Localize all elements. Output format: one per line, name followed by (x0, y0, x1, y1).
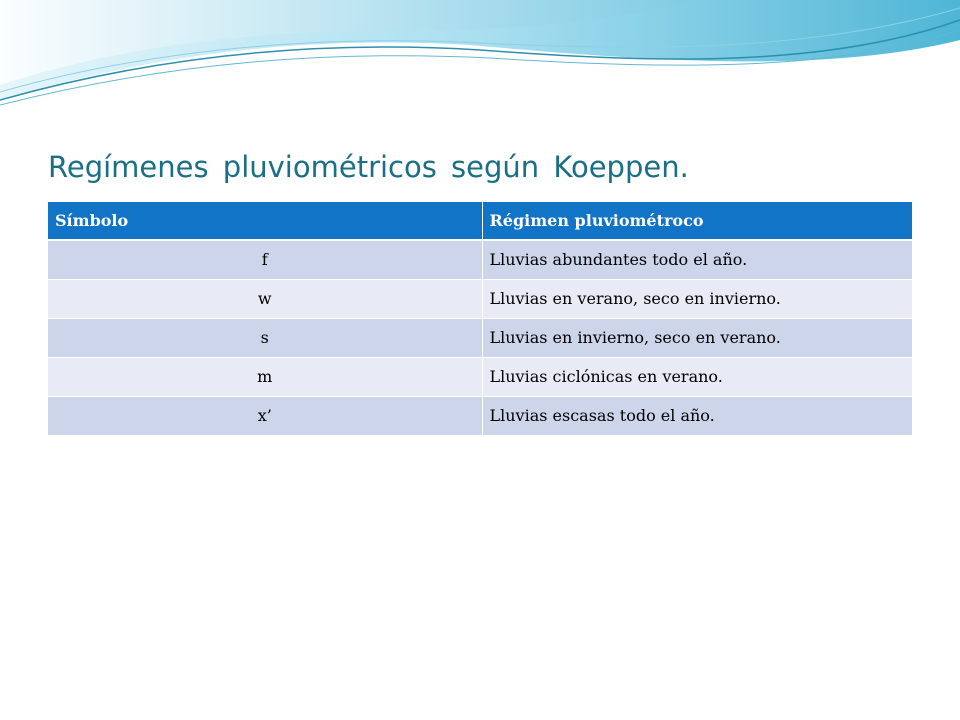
description-cell: Lluvias abundantes todo el año. (482, 240, 912, 279)
header-regime: Régimen pluviométroco (482, 202, 912, 240)
table-header-row (48, 202, 912, 240)
symbol-cell: x’ (48, 396, 482, 435)
symbol-cell: s (48, 318, 482, 357)
symbol-cell: m (48, 357, 482, 396)
koeppen-table (48, 202, 912, 436)
decorative-wave-banner (0, 0, 960, 120)
table-row (48, 318, 912, 357)
description-cell: Lluvias escasas todo el año. (482, 396, 912, 435)
symbol-cell: f (48, 240, 482, 279)
description-cell: Lluvias ciclónicas en verano. (482, 357, 912, 396)
description-cell: Lluvias en verano, seco en invierno. (482, 279, 912, 318)
symbol-cell: w (48, 279, 482, 318)
table-row (48, 396, 912, 435)
description-cell: Lluvias en invierno, seco en verano. (482, 318, 912, 357)
table-row (48, 279, 912, 318)
page-title: Regímenes pluviométricos según Koeppen. (48, 150, 689, 184)
table-row (48, 240, 912, 279)
header-symbol: Símbolo (48, 202, 482, 240)
table-row (48, 357, 912, 396)
